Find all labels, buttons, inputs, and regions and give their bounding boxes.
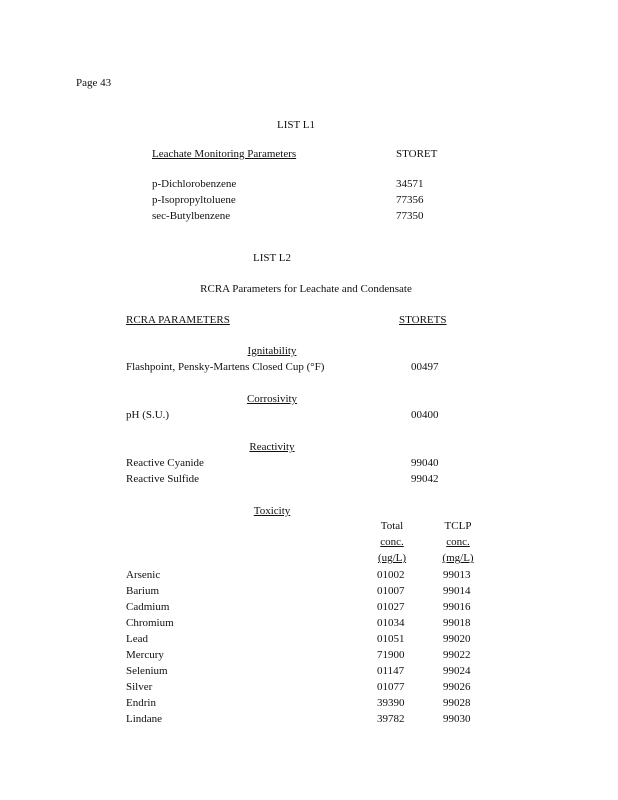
toxicity-row-tclp: 99022 <box>443 649 471 661</box>
toxicity-row-param: Cadmium <box>126 601 170 613</box>
toxicity-row-total: 01002 <box>377 569 405 581</box>
reactivity-heading: Reactivity <box>249 441 295 453</box>
toxicity-row-param: Lead <box>126 633 148 645</box>
list-l2-col-param: RCRA PARAMETERS <box>126 314 230 326</box>
col-header-line: conc. <box>380 536 404 548</box>
toxicity-row-total: 01051 <box>377 633 405 645</box>
list-l2-heading: LIST L2 <box>253 252 291 264</box>
list-l1-col-param: Leachate Monitoring Parameters <box>152 148 297 160</box>
list-l1-heading: LIST L1 <box>277 119 315 131</box>
toxicity-row-total: 39782 <box>377 713 405 725</box>
corrosivity-row-storet: 00400 <box>411 409 439 421</box>
toxicity-row-total: 71900 <box>377 649 405 661</box>
list-l2-col-storets: STORETS <box>399 314 447 326</box>
toxicity-row-total: 01007 <box>377 585 405 597</box>
toxicity-row-total: 01077 <box>377 681 405 693</box>
toxicity-row-param: Endrin <box>126 697 156 709</box>
toxicity-row-tclp: 99030 <box>443 713 471 725</box>
list-l1-row-storet: 34571 <box>396 178 424 190</box>
toxicity-row-total: 01147 <box>377 665 405 677</box>
corrosivity-row-param: pH (S.U.) <box>126 409 170 421</box>
col-header-line: Total <box>380 520 404 532</box>
list-l1-row-param: p-Isopropyltoluene <box>152 194 236 206</box>
toxicity-col-total-header <box>378 518 406 566</box>
list-l1-row-param: p-Dichlorobenzene <box>152 178 237 190</box>
toxicity-row-param: Chromium <box>126 617 174 629</box>
reactivity-row-param: Reactive Cyanide <box>126 457 204 469</box>
reactivity-row-param: Reactive Sulfide <box>126 473 200 485</box>
ignitability-row-param: Flashpoint, Pensky-Martens Closed Cup (°F) <box>126 361 325 373</box>
toxicity-row-tclp: 99026 <box>443 681 471 693</box>
toxicity-row-tclp: 99028 <box>443 697 471 709</box>
toxicity-row-tclp: 99020 <box>443 633 471 645</box>
ignitability-heading: Ignitability <box>247 345 297 357</box>
toxicity-heading: Toxicity <box>253 505 291 517</box>
toxicity-row-param: Lindane <box>126 713 163 725</box>
toxicity-row-tclp: 99024 <box>443 665 471 677</box>
toxicity-row-param: Arsenic <box>126 569 161 581</box>
toxicity-col-tclp-header <box>442 518 473 566</box>
list-l1-col-storet: STORET <box>396 148 438 160</box>
toxicity-row-tclp: 99018 <box>443 617 471 629</box>
toxicity-row-tclp: 99016 <box>443 601 471 613</box>
toxicity-row-total: 39390 <box>377 697 405 709</box>
corrosivity-heading: Corrosivity <box>246 393 298 405</box>
toxicity-row-param: Mercury <box>126 649 164 661</box>
col-header-line: TCLP <box>444 520 472 532</box>
list-l1-row-storet: 77350 <box>396 210 424 222</box>
list-l2-subtitle: RCRA Parameters for Leachate and Condensate <box>200 283 412 295</box>
reactivity-row-storet: 99042 <box>411 473 439 485</box>
toxicity-row-tclp: 99013 <box>443 569 471 581</box>
toxicity-row-param: Selenium <box>126 665 168 677</box>
toxicity-row-total: 01027 <box>377 601 405 613</box>
ignitability-row-storet: 00497 <box>411 361 439 373</box>
col-header-line: (mg/L) <box>442 552 474 564</box>
list-l1-row-param: sec-Butylbenzene <box>152 210 231 222</box>
toxicity-row-param: Barium <box>126 585 159 597</box>
reactivity-row-storet: 99040 <box>411 457 439 469</box>
list-l1-row-storet: 77356 <box>396 194 424 206</box>
page-label: Page 43 <box>76 77 112 89</box>
col-header-line: conc. <box>446 536 470 548</box>
col-header-line: (ug/L) <box>377 552 407 564</box>
toxicity-row-param: Silver <box>126 681 153 693</box>
toxicity-row-tclp: 99014 <box>443 585 471 597</box>
toxicity-row-total: 01034 <box>377 617 405 629</box>
